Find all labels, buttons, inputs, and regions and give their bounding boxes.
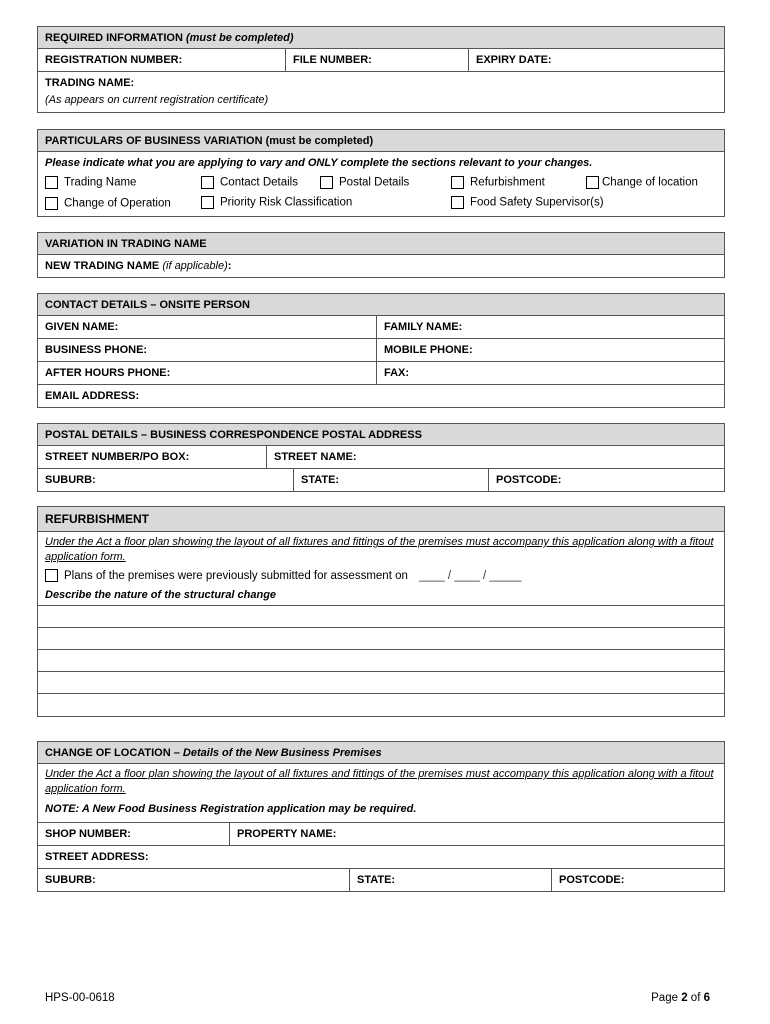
required-information-section	[37, 26, 725, 113]
page-current: 2	[681, 992, 688, 1004]
plans-submitted-checkbox[interactable]	[45, 569, 58, 582]
section-header: REFURBISHMENT	[38, 507, 724, 532]
business-variation-section	[37, 129, 725, 217]
checkbox-label: Postal Details	[339, 176, 410, 189]
checkbox-label: Trading Name	[64, 176, 137, 189]
variation-instruction: Please indicate what you are applying to vary and ONLY complete the sections relevant to your changes.	[45, 157, 593, 169]
postcode-field[interactable]: POSTCODE:	[496, 474, 562, 486]
checkbox-icon[interactable]	[320, 176, 333, 189]
postal-details-section	[37, 423, 725, 492]
structural-change-line[interactable]	[38, 628, 724, 650]
checkbox-label: Contact Details	[220, 176, 298, 189]
checkbox-label: Food Safety Supervisor(s)	[470, 196, 604, 209]
checkbox-icon[interactable]	[451, 176, 464, 189]
section-header	[38, 27, 724, 49]
file-number-field[interactable]: FILE NUMBER:	[286, 49, 469, 71]
structural-change-line[interactable]	[38, 606, 724, 628]
field-label: NEW TRADING NAME	[45, 260, 160, 272]
family-name-field[interactable]: FAMILY NAME:	[384, 321, 463, 333]
contact-details-section	[37, 293, 725, 408]
checkbox-priority-risk[interactable]	[201, 196, 352, 209]
mobile-phone-field[interactable]: MOBILE PHONE:	[384, 344, 473, 356]
refurbishment-section	[37, 506, 725, 717]
checkbox-postal-details[interactable]	[320, 176, 409, 189]
structural-change-label: Describe the nature of the structural change	[38, 586, 724, 606]
form-code: HPS-00-0618	[45, 992, 115, 1004]
street-number-field[interactable]: STREET NUMBER/PO BOX:	[38, 446, 267, 468]
checkbox-label: Refurbishment	[470, 176, 545, 189]
structural-change-line[interactable]	[38, 650, 724, 672]
structural-change-line[interactable]	[38, 694, 724, 716]
checkbox-contact-details[interactable]	[201, 176, 298, 189]
trading-name-note: (As appears on current registration certificate)	[45, 94, 269, 106]
suburb-field[interactable]: SUBURB:	[38, 469, 294, 491]
new-trading-name-field[interactable]	[38, 255, 724, 277]
plans-submitted-row	[38, 566, 724, 586]
state-field[interactable]: STATE:	[294, 469, 489, 491]
refurbishment-notice: Under the Act a floor plan showing the layout of all fixtures and fittings of the premises must accompany this application along with a fitout application form.	[45, 536, 714, 563]
checkbox-icon[interactable]	[201, 176, 214, 189]
checkbox-icon[interactable]	[45, 176, 58, 189]
trading-name-label: TRADING NAME:	[45, 77, 135, 89]
trading-name-variation-section	[37, 232, 725, 278]
street-name-field[interactable]: STREET NAME:	[274, 451, 357, 463]
location-notice: Under the Act a floor plan showing the layout of all fixtures and fittings of the premises must accompany this application along with a fitout application form.	[45, 768, 714, 795]
registration-number-field[interactable]: REGISTRATION NUMBER:	[38, 49, 286, 71]
header-note: Details of the New Business Premises	[182, 747, 382, 759]
page-label: Page	[651, 992, 678, 1004]
checkbox-label: Change of Operation	[64, 197, 171, 210]
suburb-field[interactable]: SUBURB:	[38, 869, 350, 891]
email-address-field[interactable]: EMAIL ADDRESS:	[45, 390, 140, 402]
section-header: VARIATION IN TRADING NAME	[38, 233, 724, 255]
header-note: (must be completed)	[185, 32, 294, 44]
checkbox-refurbishment[interactable]	[451, 176, 545, 189]
checkbox-change-of-operation[interactable]	[45, 197, 171, 210]
checkbox-icon[interactable]	[586, 176, 599, 189]
postcode-field[interactable]: POSTCODE:	[559, 874, 625, 886]
header-text: REQUIRED INFORMATION	[45, 32, 183, 44]
field-colon: :	[227, 260, 232, 272]
fax-field[interactable]: FAX:	[384, 367, 410, 379]
street-address-field[interactable]: STREET ADDRESS:	[45, 851, 149, 863]
shop-number-field[interactable]: SHOP NUMBER:	[38, 823, 230, 845]
header-text: CHANGE OF LOCATION –	[45, 747, 180, 759]
page-total: 6	[703, 992, 710, 1004]
change-of-location-section	[37, 741, 725, 892]
checkbox-label: Change of location	[602, 176, 698, 189]
submission-date-field[interactable]: ____ / ____ / _____	[419, 570, 522, 582]
checkbox-change-of-location[interactable]	[586, 176, 698, 189]
section-header	[38, 742, 724, 764]
section-header: PARTICULARS OF BUSINESS VARIATION (must be completed)	[38, 130, 724, 152]
checkbox-label: Priority Risk Classification	[220, 196, 353, 209]
state-field[interactable]: STATE:	[350, 869, 552, 891]
checkbox-icon[interactable]	[451, 196, 464, 209]
section-header: CONTACT DETAILS – ONSITE PERSON	[38, 294, 724, 316]
of-label: of	[690, 992, 701, 1004]
checkbox-icon[interactable]	[45, 197, 58, 210]
page-number	[651, 992, 710, 1004]
field-note: (if applicable)	[162, 260, 228, 272]
checkbox-icon[interactable]	[201, 196, 214, 209]
checkbox-trading-name[interactable]	[45, 176, 136, 189]
section-header: POSTAL DETAILS – BUSINESS CORRESPONDENCE POSTAL ADDRESS	[38, 424, 724, 446]
trading-name-field[interactable]	[38, 72, 724, 112]
structural-change-line[interactable]	[38, 672, 724, 694]
new-registration-note: NOTE: A New Food Business Registration application may be required.	[38, 799, 724, 823]
expiry-date-field[interactable]: EXPIRY DATE:	[476, 54, 552, 66]
checkbox-food-safety-supervisor[interactable]	[451, 196, 604, 209]
property-name-field[interactable]: PROPERTY NAME:	[237, 828, 337, 840]
given-name-field[interactable]: GIVEN NAME:	[38, 316, 377, 338]
business-phone-field[interactable]: BUSINESS PHONE:	[38, 339, 377, 361]
plans-submitted-label: Plans of the premises were previously submitted for assessment on	[64, 570, 408, 582]
after-hours-phone-field[interactable]: AFTER HOURS PHONE:	[38, 362, 377, 384]
